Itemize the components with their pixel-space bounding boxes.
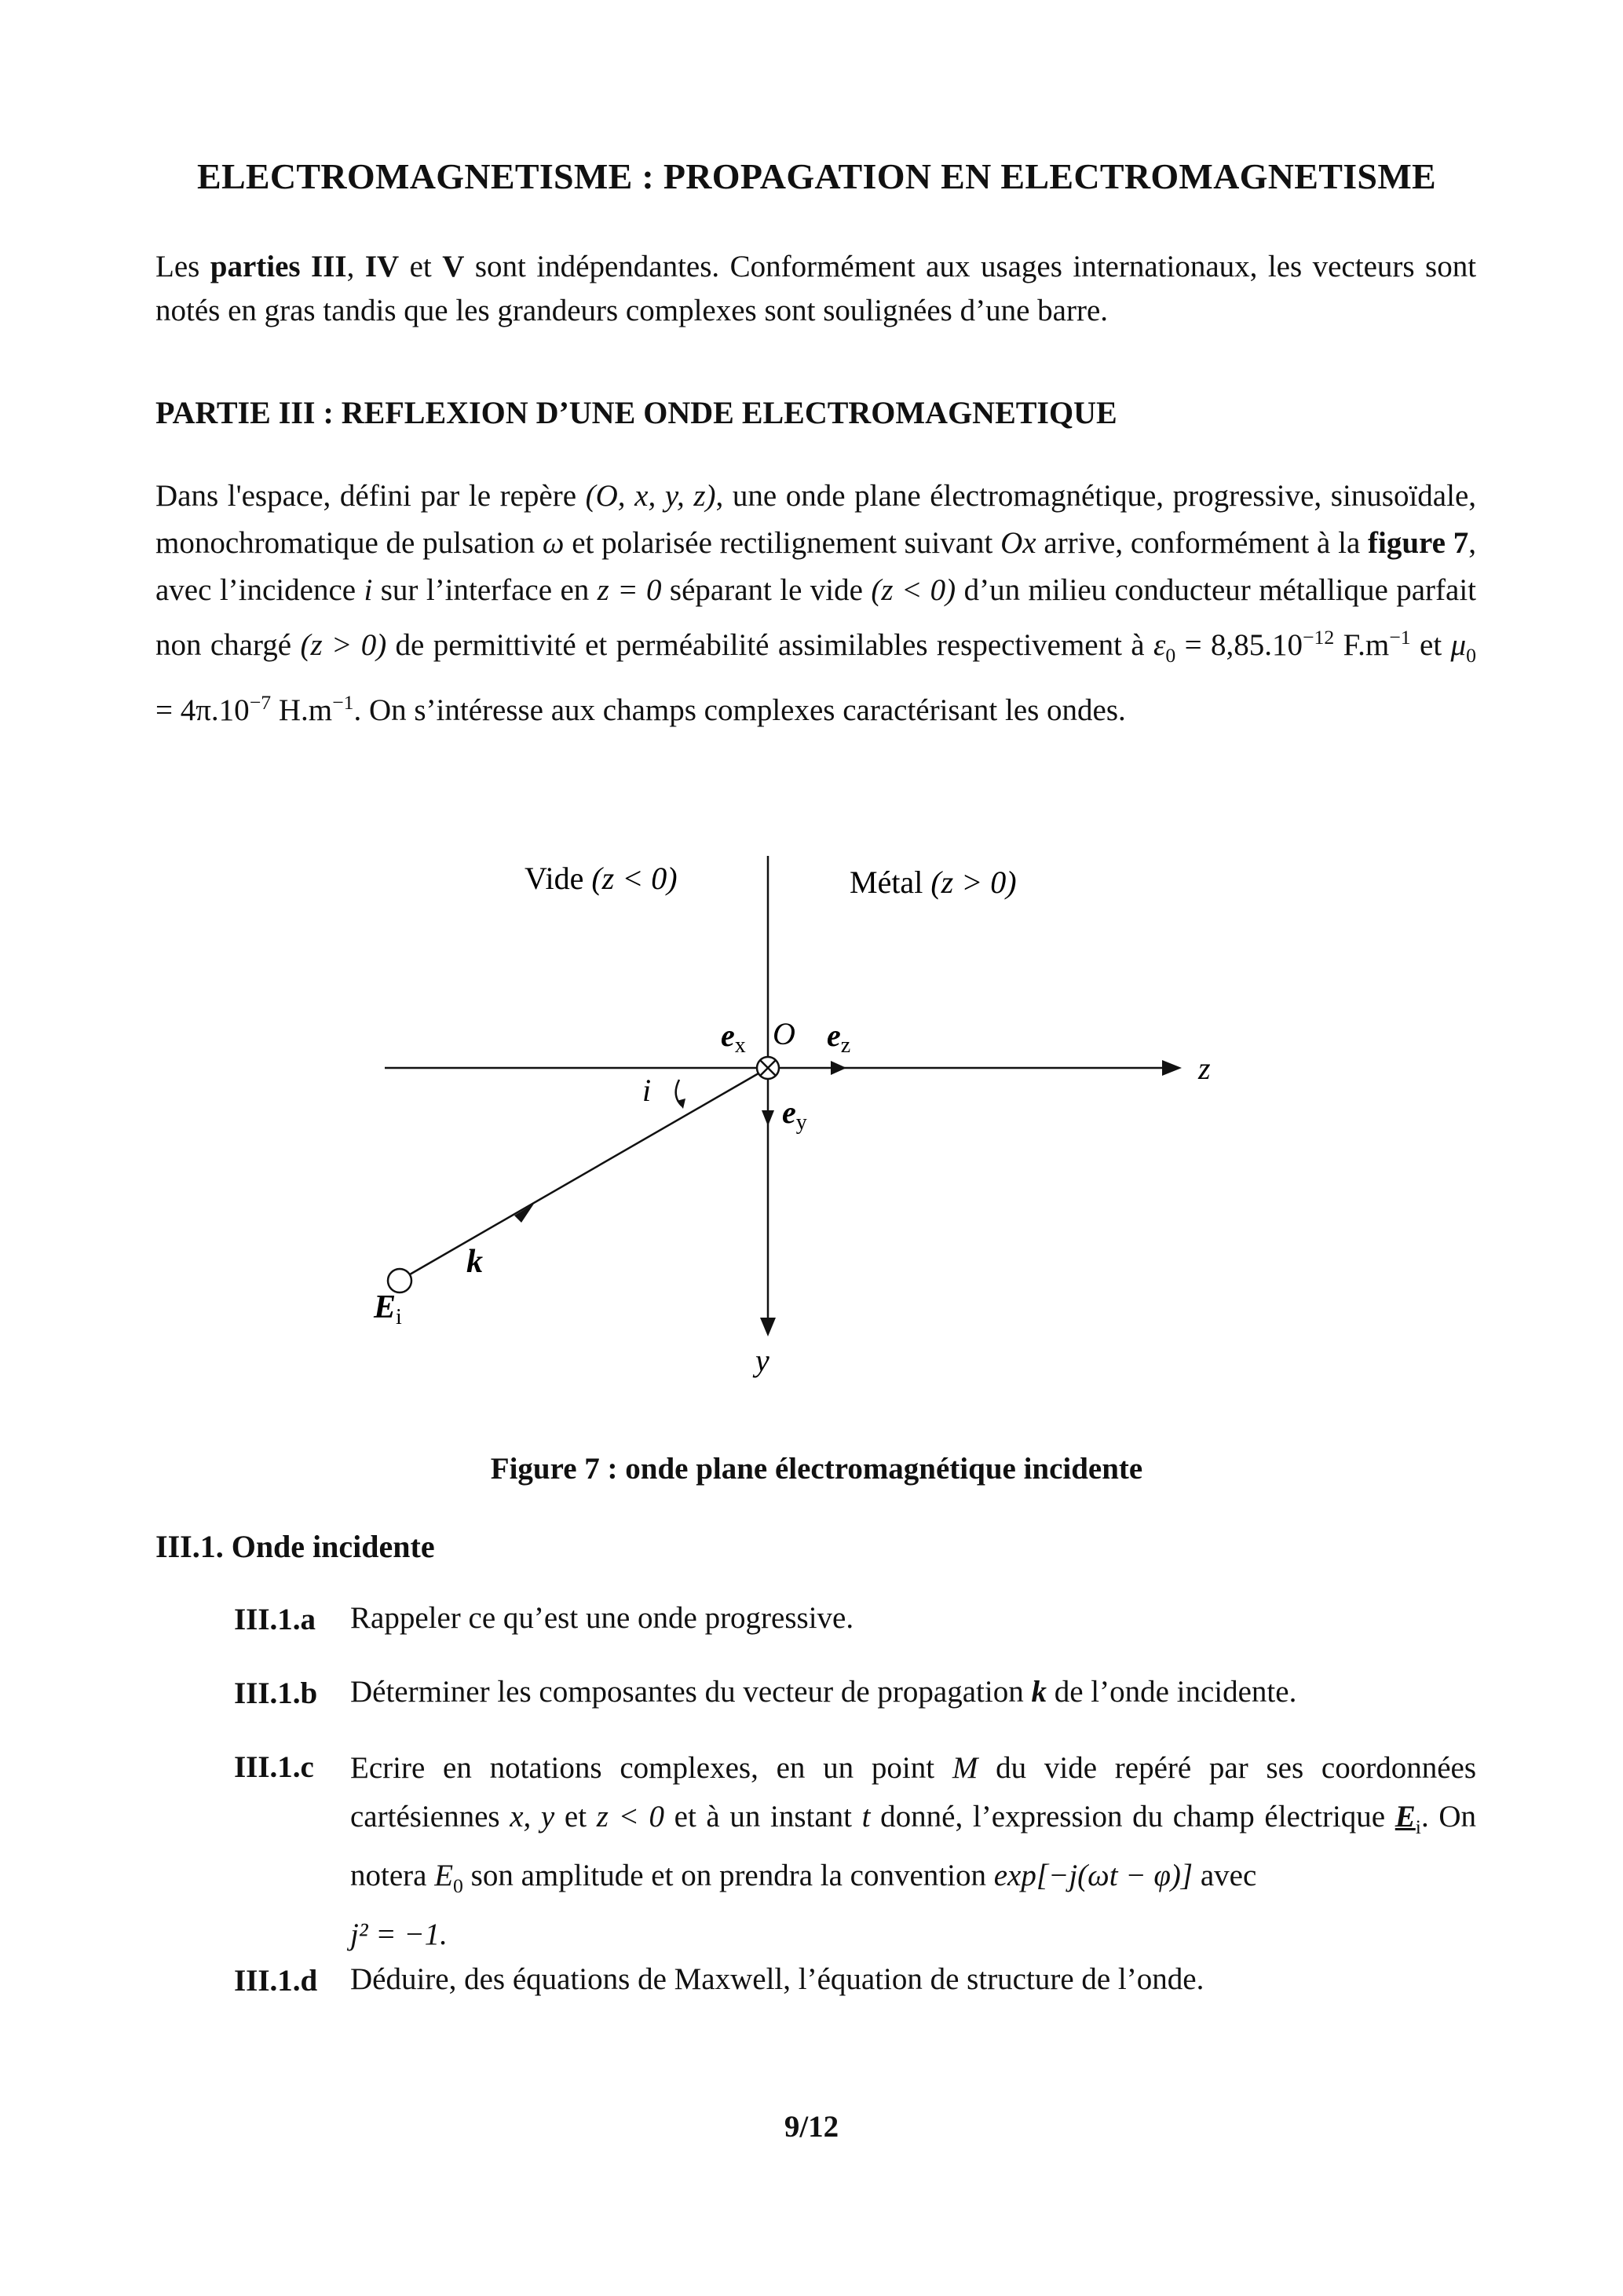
- question-text: Déterminer les composantes du vecteur de propagation k de l’onde incidente.: [350, 1675, 1297, 1709]
- k-wave-line: [404, 1073, 758, 1278]
- y-axis-arrowhead: [760, 1318, 776, 1336]
- document-title: ELECTROMAGNETISME : PROPAGATION EN ELECTROMAGNETISME: [196, 156, 1437, 196]
- label-k: k: [466, 1244, 483, 1280]
- question-num: III.1.d: [234, 1964, 318, 1998]
- partie-3-paragraph: Dans l'espace, défini par le repère (O, x, y, z), une onde plane électromagnétique, progressive, sinusoïdale, monochromatique de pulsation ω et polarisée rectilignement suivant Ox arrive, conformément à la figure 7, avec l’incidence i sur l’interface en z = 0 séparant le vide (z < 0) d’un milieu conducteur métallique parfait non chargé (z > 0) de permittivité et perméabilité assimilables respectivement à $\varepsilon_0 = 8,85.10^{-12}$ $F.m^{-1}$ et $\mu_0 = 4\pi.10^{-7}$ $H.m^{-1}$. On s’intéresse aux champs complexes caractérisant les ondes.: [155, 479, 1476, 727]
- question-text: Rappeler ce qu’est une onde progressive.: [350, 1601, 854, 1635]
- label-i: i: [642, 1073, 652, 1108]
- ey-arrowhead: [762, 1110, 774, 1126]
- label-vide: Vide (z < 0): [525, 861, 678, 896]
- label-ex: $e_x$: [721, 1018, 746, 1058]
- figure-7-caption: Figure 7 : onde plane électromagnétique incidente: [490, 1452, 1143, 1486]
- label-z: z: [1198, 1051, 1211, 1086]
- partie-3-heading: PARTIE III : REFLEXION D’UNE ONDE ELECTROMAGNETIQUE: [155, 395, 1117, 430]
- label-origin: O: [773, 1016, 795, 1051]
- label-metal: Métal (z > 0): [850, 865, 1017, 900]
- z-axis-arrowhead: [1162, 1060, 1182, 1076]
- page-number: 9/12: [784, 2110, 839, 2144]
- question-num: III.1.b: [234, 1676, 318, 1710]
- question-text: Ecrire en notations complexes, en un point M du vide repéré par ses coordonnées cartésiennes x, y et z < 0 et à un instant t donné, l’expression du champ électrique $E_i$. On notera $E_0$ son amplitude et on prendra la convention exp[−j(ωt − φ)] avec j² = −1.: [350, 1751, 1476, 1951]
- intro-paragraph: Les parties III, IV et V sont indépendantes. Conformément aux usages internationaux, les vecteurs sont notés en gras tandis que les grandeurs complexes sont soulignées d’une barre.: [155, 250, 1477, 327]
- label-ei: Ei: [374, 1289, 402, 1329]
- label-y: y: [755, 1343, 769, 1378]
- section-heading: III.1. Onde incidente: [155, 1529, 435, 1564]
- ez-arrowhead: [831, 1061, 846, 1075]
- question-num: III.1.a: [234, 1603, 316, 1636]
- question-text: Déduire, des équations de Maxwell, l’équation de structure de l’onde.: [350, 1962, 1204, 1996]
- label-ey: $e_y$: [782, 1095, 807, 1135]
- label-ez: $e_z$: [827, 1018, 851, 1058]
- question-num: III.1.c: [234, 1750, 314, 1784]
- figure-7-diagram: [0, 824, 1623, 1390]
